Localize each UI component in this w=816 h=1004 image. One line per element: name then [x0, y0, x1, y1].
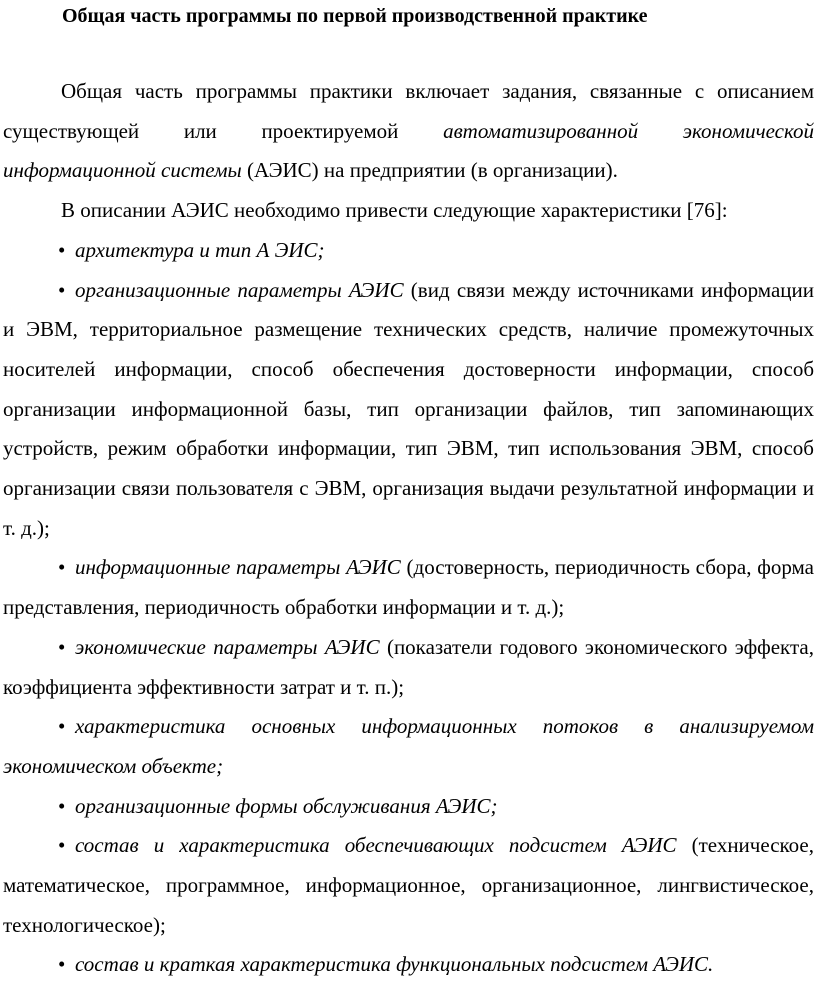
bullet-marker: •	[58, 634, 66, 659]
intro-text-end: (АЭИС) на предприятии (в организации).	[241, 158, 618, 183]
bullet-marker: •	[58, 237, 66, 262]
list-item-term: организационные формы обслуживания АЭИС;	[75, 793, 498, 818]
list-item-term: архитектура и тип А ЭИС;	[75, 237, 325, 262]
list-item	[3, 787, 814, 827]
list-item-term: характеристика основных информационных потоков в анализируемом экономическом объекте;	[3, 714, 814, 778]
list-item	[3, 548, 814, 627]
list-item	[3, 945, 814, 985]
list-item	[3, 628, 814, 707]
list-item-text: (показатели годового экономического эффекта, коэффициента эффективности затрат и т. п.);	[3, 634, 814, 699]
list-item	[3, 231, 814, 271]
list-item	[3, 707, 814, 786]
list-item-text: (вид связи между источниками информации и ЭВМ, территориальное размещение технических средств, наличие промежуточных носителей информации, способ обеспечения достоверности информации, способ организации информационной базы, тип организации файлов, тип запоминающих устройств, режим обработки информации, тип ЭВМ, тип использования ЭВМ, способ организации связи пользователя с ЭВМ, организация выдачи результатной информации и т. д.);	[3, 277, 814, 540]
bullet-marker: •	[58, 714, 66, 739]
list-item-text: (техническое, математическое, программное, информационное, организационное, лингвистическое, технологическое);	[3, 833, 814, 937]
intro-term: автоматизированной экономической информационной системы	[3, 118, 814, 183]
bullet-marker: •	[58, 833, 66, 858]
intro-paragraph	[3, 72, 814, 191]
list-item	[3, 826, 814, 945]
list-item-text: (достоверность, периодичность сбора, форма представления, периодичность обработки информации и т. д.);	[3, 555, 814, 620]
list-item-term: состав и краткая характеристика функциональных подсистем АЭИС.	[75, 952, 714, 977]
list-item-term: организационные параметры АЭИС	[75, 277, 404, 302]
bullet-marker: •	[58, 555, 66, 580]
bullet-marker: •	[58, 277, 66, 302]
page-title: Общая часть программы по первой производственной практике	[62, 5, 648, 27]
intro-text: Общая часть программы практики включает задания, связанные с описанием существующей или проектируемой	[3, 79, 814, 143]
bullet-marker: •	[58, 793, 66, 818]
document-body	[3, 72, 814, 985]
list-item	[3, 271, 814, 549]
list-item-term: информационные параметры АЭИС	[75, 555, 401, 580]
list-item-term: состав и характеристика обеспечивающих подсистем АЭИС	[75, 833, 677, 858]
lead-paragraph: В описании АЭИС необходимо привести следующие характеристики [76]:	[61, 198, 728, 223]
list-item-term: экономические параметры АЭИС	[75, 634, 380, 659]
bullet-marker: •	[58, 952, 66, 977]
